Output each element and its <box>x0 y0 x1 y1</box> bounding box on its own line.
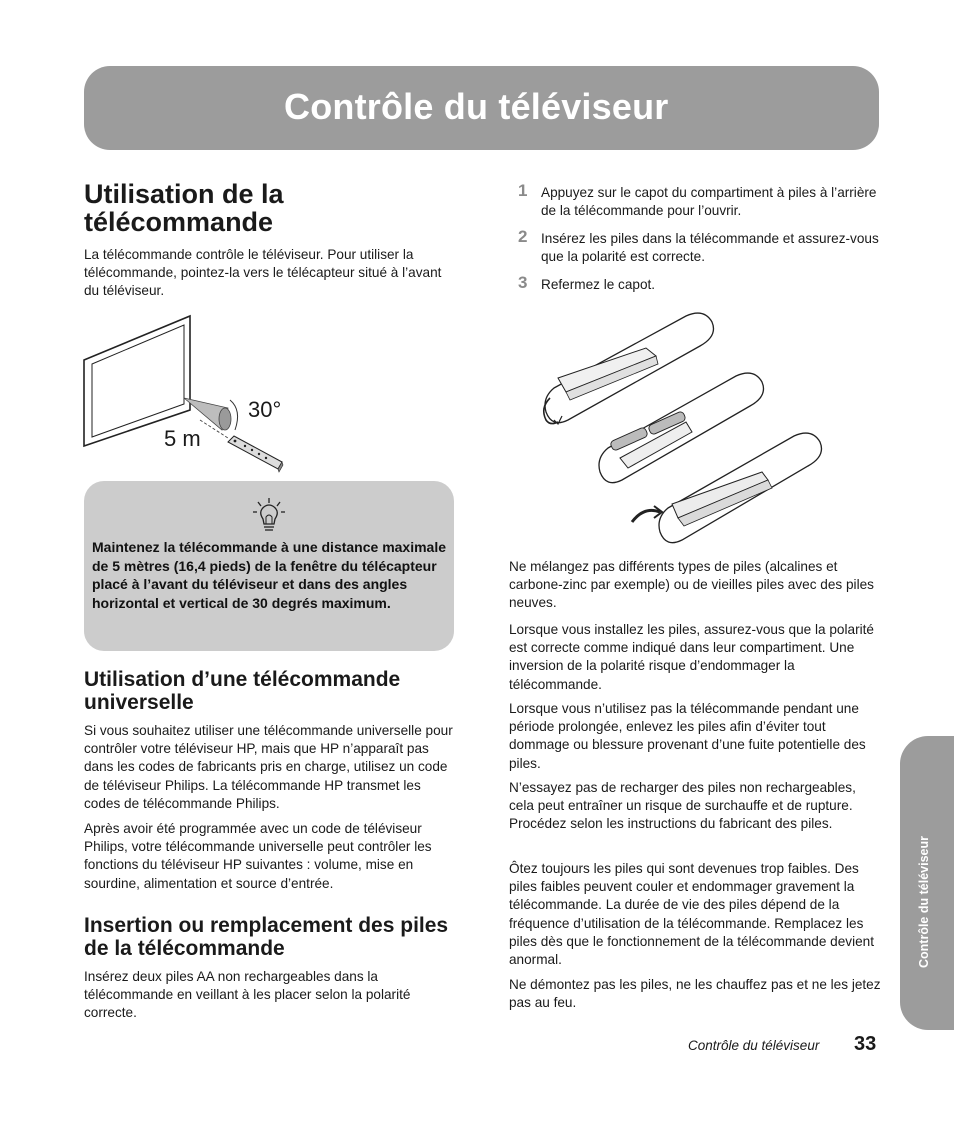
section-title-remote <box>84 180 284 236</box>
page-title: Contrôle du téléviseur <box>284 86 669 127</box>
angle-label: 30° <box>248 397 282 422</box>
tip-box <box>84 481 454 651</box>
side-tab-label: Contrôle du téléviseur <box>917 836 931 968</box>
remote-intro-paragraph: La télécommande contrôle le téléviseur. Pour utiliser la télécommande, pointez-la vers le télécapteur situé à l’avant du téléviseur. <box>84 247 442 299</box>
step-number: 1 <box>518 181 528 200</box>
right-paragraph-4: N’essayez pas de recharger des piles non rechargeables, cela peut entraîner un risque de surchauffe et de rupture. Procédez selon les instructions du fabricant des piles. <box>509 780 856 832</box>
side-tab <box>900 736 954 1030</box>
step-text: Appuyez sur le capot du compartiment à piles à l’arrière de la télécommande pour l’ouvrir. <box>541 185 877 219</box>
distance-label: 5 m <box>164 426 201 451</box>
tv-remote-illustration <box>80 312 300 477</box>
battery-installation-illustration <box>536 308 836 558</box>
batteries-paragraph-1: Insérez deux piles AA non rechargeables dans la télécommande en veillant à les placer selon la polarité correcte. <box>84 969 411 1021</box>
angle-arc <box>230 400 238 430</box>
remote-control-icon <box>228 436 283 472</box>
right-paragraph-3: Lorsque vous n’utilisez pas la télécommande pendant une période prolongée, enlevez les piles afin d’éviter tout dommage ou blessure provenant d’une fuite potentielle des piles. <box>509 701 866 771</box>
lightbulb-icon <box>252 497 286 533</box>
section-title-universal: Utilisation d’une télécommande universelle <box>84 668 401 714</box>
section-title-batteries: Insertion ou remplacement des piles de la télécommande <box>84 914 449 960</box>
step-number: 2 <box>518 227 528 246</box>
step-text: Insérez les piles dans la télécommande et assurez-vous que la polarité est correcte. <box>541 231 879 265</box>
section-title-remote-line2: télécommande <box>84 207 274 237</box>
right-paragraph-6: Ne démontez pas les piles, ne les chauffez pas et ne les jetez pas au feu. <box>509 977 881 1011</box>
section-title-remote-line1: Utilisation de la <box>84 179 284 209</box>
step-number: 3 <box>518 273 528 292</box>
right-paragraph-2: Lorsque vous installez les piles, assurez-vous que la polarité est correcte comme indiqué dans leur compartiment. Une inversion de la polarité risque d’endommager la télécommande. <box>509 622 874 692</box>
right-paragraph-1: Ne mélangez pas différents types de piles (alcalines et carbone-zinc par exemple) ou de vieilles piles avec des piles neuves. <box>509 559 874 611</box>
tip-text: Maintenez la télécommande à une distance maximale de 5 mètres (16,4 pieds) de la fenêtre du télécapteur placé à l’avant du téléviseur et dans des angles horizontal et vertical de 30 degrés maximum. <box>92 539 447 611</box>
universal-paragraph-1: Si vous souhaitez utiliser une télécommande universelle pour contrôler votre téléviseur HP, mais que HP n’apparaît pas dans les codes de fabricants pris en charge, utilisez un code de téléviseur Philips. La télécommande HP transmet les codes de télécommande Philips. <box>84 723 453 811</box>
footer-section-label: Contrôle du téléviseur <box>688 1038 820 1053</box>
page-number: 33 <box>854 1033 877 1055</box>
universal-paragraph-2: Après avoir été programmée avec un code de téléviseur Philips, votre télécommande universelle peut contrôler les fonctions du téléviseur HP suivantes : volume, mise en sourdine, alimentation et source d’entrée. <box>84 821 432 891</box>
header-banner <box>84 66 879 150</box>
step-text: Refermez le capot. <box>541 277 656 292</box>
right-paragraph-5: Ôtez toujours les piles qui sont devenues trop faibles. Des piles faibles peuvent couler et endommager gravement la télécommande. La durée de vie des piles dépend de la fréquence d’utilisation de la télécommande. Remplacez les piles dès que le fonctionnement de la télécommande devient anormal. <box>509 861 875 968</box>
